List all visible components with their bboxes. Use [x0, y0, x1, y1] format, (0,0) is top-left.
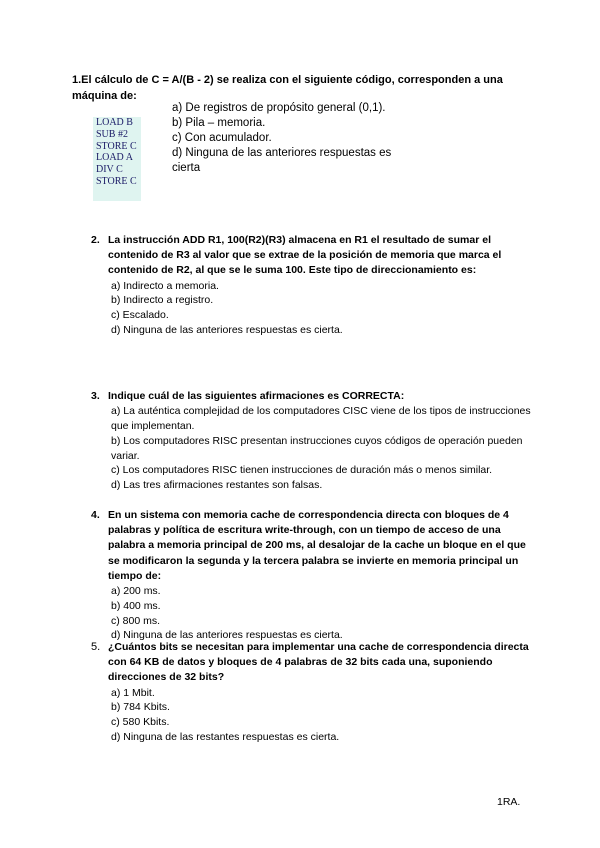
question-1-options — [172, 101, 422, 176]
option-c: c) 800 ms. — [111, 614, 161, 627]
option-b: b) Indirecto a registro. — [111, 294, 214, 307]
question-text: Indique cuál de las siguientes afirmaciones es CORRECTA: — [108, 390, 405, 402]
option-d: d) Las tres afirmaciones restantes son falsas. — [111, 479, 323, 492]
option-a: a) De registros de propósito general (0,1). — [172, 102, 386, 114]
question-text: ¿Cuántos bits se necesitan para implementar una cache de correspondencia directa con 64 KB de datos y bloques de 4 palabras de 32 bits cada una, suponiendo direcciones de 32 bits? — [108, 641, 529, 684]
option-b: b) 784 Kbits. — [111, 701, 170, 714]
option-a: a) 200 ms. — [111, 585, 161, 598]
question-options — [91, 686, 531, 745]
question-number: 5. — [91, 641, 101, 653]
option-d: d) Ninguna de las anteriores respuestas es cierta — [172, 147, 392, 174]
option-c: c) 580 Kbits. — [111, 716, 170, 729]
question-1-text: 1.El cálculo de C = A/(B - 2) se realiza con el siguiente código, corresponden a una máquina de: — [72, 74, 503, 102]
code-line: STORE C — [96, 140, 137, 152]
question-2 — [91, 233, 531, 338]
question-options — [91, 279, 531, 338]
code-line: SUB #2 — [96, 128, 128, 140]
question-3 — [91, 389, 531, 493]
option-b: b) Los computadores RISC presentan instrucciones cuyos códigos de operación pueden variar. — [111, 434, 523, 462]
question-options — [91, 584, 531, 643]
question-number: 3. — [91, 390, 100, 402]
option-a: a) La auténtica complejidad de los computadores CISC viene de los tipos de instrucciones que implementan. — [111, 405, 531, 432]
question-text: La instrucción ADD R1, 100(R2)(R3) almacena en R1 el resultado de sumar el contenido de R3 al valor que se extrae de la posición de memoria que marca el contenido de R2, al que se le suma 100. Este tipo de direccionamiento es: — [108, 234, 502, 277]
question-options — [91, 404, 531, 493]
option-a: a) Indirecto a memoria. — [111, 279, 219, 292]
option-a: a) 1 Mbit. — [111, 686, 155, 699]
option-d: d) Ninguna de las anteriores respuestas es cierta. — [111, 324, 343, 336]
code-line: DIV C — [96, 164, 123, 176]
page-footer: 1RA. — [497, 796, 521, 808]
option-c: c) Los computadores RISC tienen instrucciones de duración más o menos similar. — [111, 464, 493, 477]
code-line: LOAD B — [96, 117, 133, 128]
question-text: En un sistema con memoria cache de correspondencia directa con bloques de 4 palabras y política de escritura write-through, con un tiempo de acceso de una palabra a memoria principal de 200 ms, al desalojar de la cache un bloque en el que se modificaron la segunda y la tercera palabra se invierte en memoria principal un tiempo de: — [108, 509, 526, 582]
code-listing — [93, 117, 141, 201]
code-line: STORE C — [96, 175, 137, 187]
code-line: LOAD A — [96, 152, 133, 164]
question-number: 2. — [91, 234, 100, 246]
option-c: c) Con acumulador. — [172, 132, 272, 144]
question-number: 4. — [91, 509, 100, 521]
option-d: d) Ninguna de las restantes respuestas es cierta. — [111, 731, 340, 743]
question-5 — [91, 640, 531, 745]
option-b: b) 400 ms. — [111, 599, 161, 612]
option-b: b) Pila – memoria. — [172, 117, 266, 129]
option-d: d) Ninguna de las anteriores respuestas es cierta. — [111, 629, 343, 642]
question-4 — [91, 508, 531, 643]
option-c: c) Escalado. — [111, 309, 169, 322]
